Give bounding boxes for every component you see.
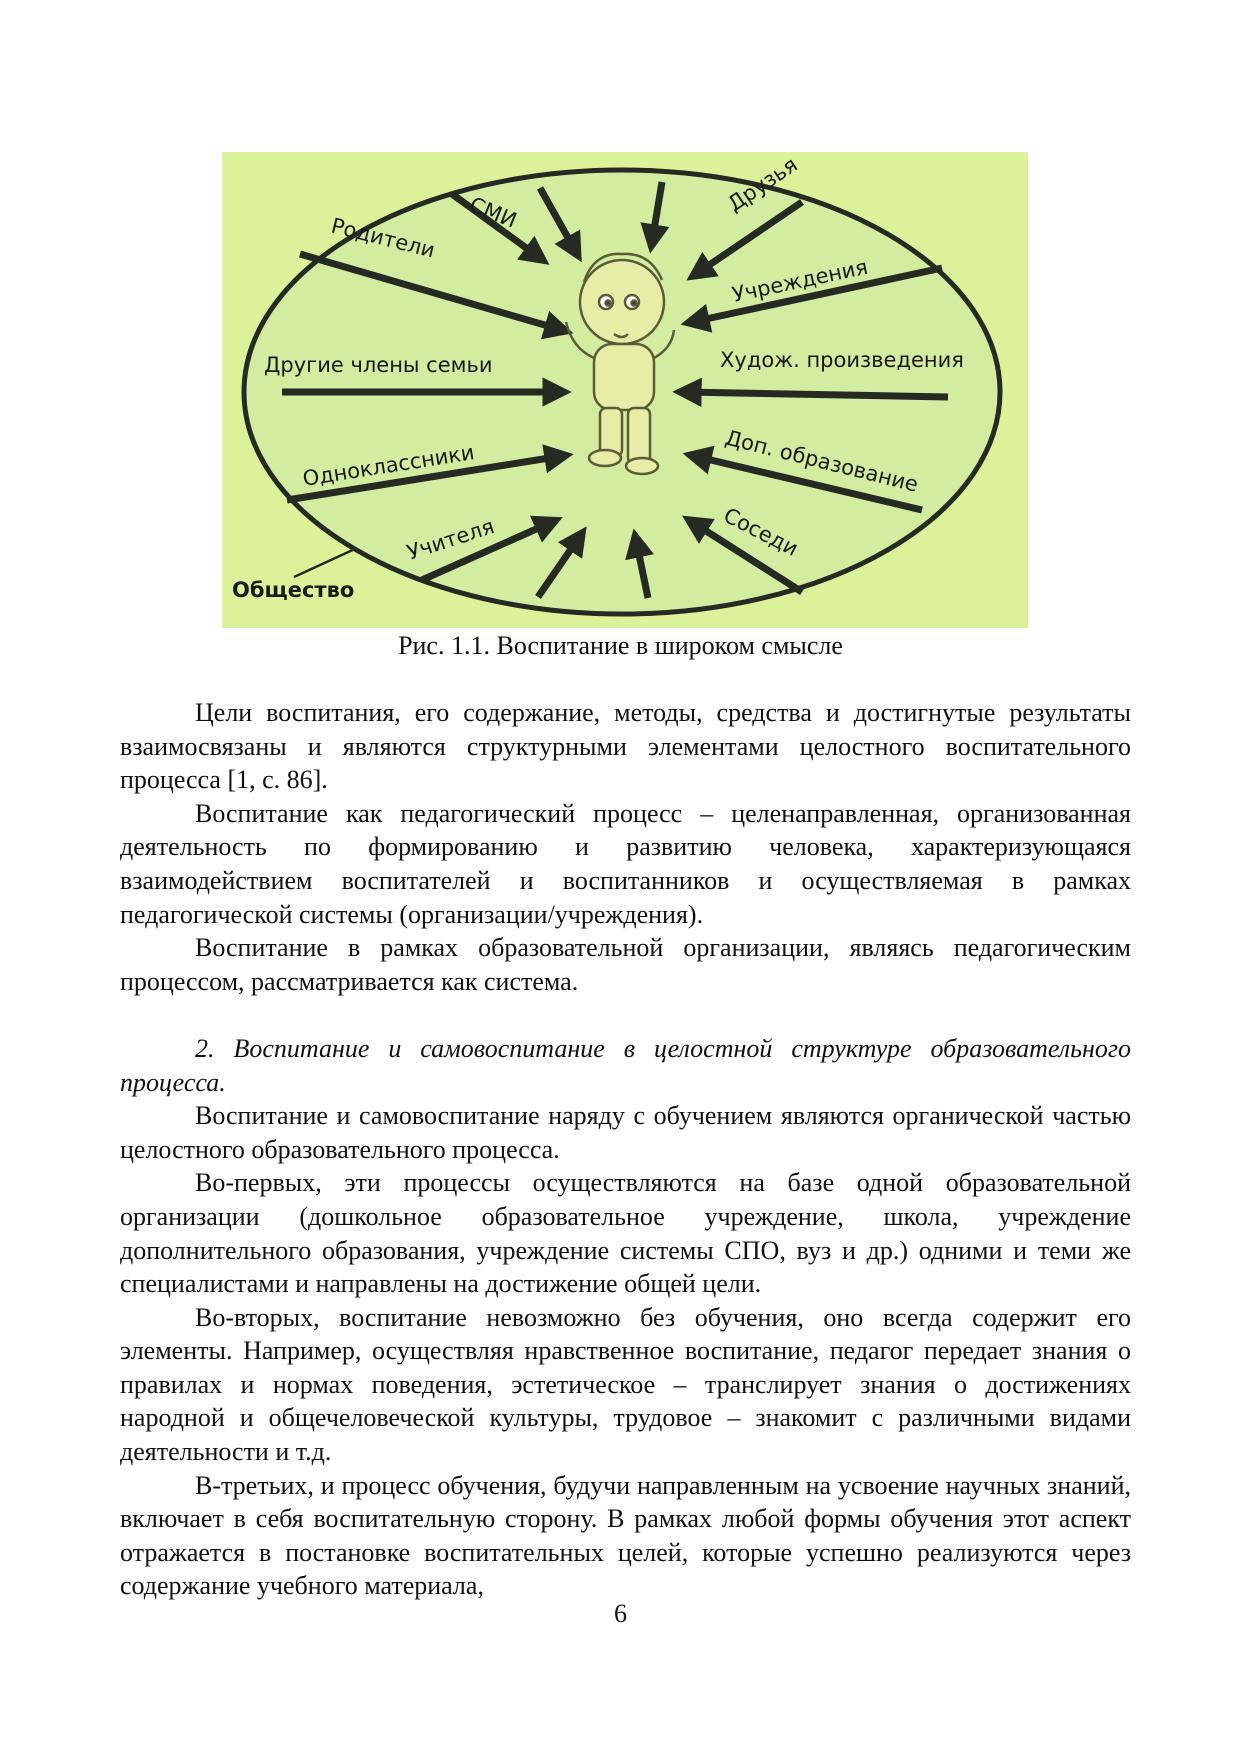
paragraph-6: Во-вторых, воспитание невозможно без обучения, оно всегда содержит его элементы. Например, осуществляя нравственное воспитание, педагог передает знания о правилах и нормах поведения, эстетическое – транслирует знания о достижениях народной и общечеловеческой культуры, трудовое – знакомит с различными видами деятельности и т.д. xyxy=(120,1302,1131,1467)
label-institutions: Учреждения xyxy=(730,254,870,307)
society-pointer xyxy=(294,548,357,577)
label-extra-edu: Доп. образование xyxy=(722,425,921,497)
paragraph-1: Цели воспитания, его содержание, методы, средства и достигнутые результаты взаимосвязаны и являются структурными элементами целостного воспитательного процесса [1, с. 86]. xyxy=(120,698,1131,795)
diagram-svg xyxy=(222,152,1028,628)
figure-education-broad-sense xyxy=(222,152,1028,628)
figure-caption: Рис. 1.1. Воспитание в широком смысле xyxy=(398,631,843,660)
label-teachers: Учителя xyxy=(404,514,498,565)
label-friends: Друзья xyxy=(723,152,802,217)
paragraph-2: Воспитание как педагогический процесс – целенаправленная, организованная деятельность по формированию и развитию человека, характеризующаяся взаимодействием воспитателей и воспитанников и осуществляемая в рамках педагогической системы (организации/учреждения). xyxy=(120,798,1131,929)
label-art: Худож. произведения xyxy=(720,348,964,372)
label-smi: СМИ xyxy=(466,192,521,233)
paragraph-4: Воспитание и самовоспитание наряду с обучением являются органической частью целостного образовательного процесса. xyxy=(120,1101,1131,1164)
section-heading: 2. Воспитание и самовоспитание в целостной структуре образовательного процесса. xyxy=(120,1033,1131,1097)
paragraph-3: Воспитание в рамках образовательной организации, являясь педагогическим процессом, рассматривается как система. xyxy=(120,933,1131,996)
paragraph-5: Во-первых, эти процессы осуществляются на базе одной образовательной организации (дошкольное образовательное учреждение, школа, учреждение дополнительного образования, учреждение системы СПО, вуз и др.) одними и теми же специалистами и направлены на достижение общей цели. xyxy=(120,1168,1131,1299)
label-neighbors: Соседи xyxy=(719,503,803,561)
label-parents: Родители xyxy=(328,213,438,263)
body-text xyxy=(120,696,1131,1603)
page-number: 6 xyxy=(614,1599,627,1628)
label-society: Общество xyxy=(232,578,355,602)
label-classmates: Одноклассники xyxy=(301,440,477,491)
label-family: Другие члены семьи xyxy=(264,353,493,377)
arrow-art xyxy=(684,392,948,397)
paragraph-7: В-третьих, и процесс обучения, будучи направленным на усвоение научных знаний, включает в себя воспитательную сторону. В рамках любой формы обучения этот аспект отражается в постановке воспитательных целей, которые успешно реализуются через содержание учебного материала, xyxy=(120,1470,1131,1601)
